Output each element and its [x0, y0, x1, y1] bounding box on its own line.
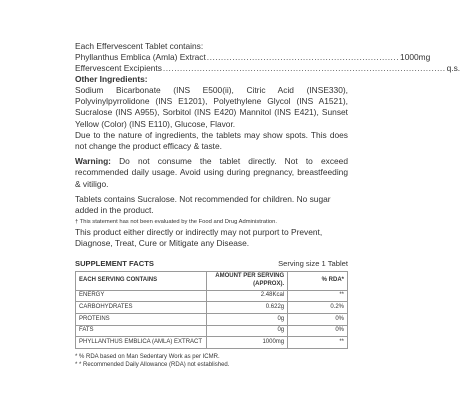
composition-row-excipients — [75, 63, 460, 74]
other-ingredients-text: Sodium Bicarbonate (INS E500(ii), Citric Acid (INSE330), Polyvinylpyrrolidone (INS E1201), Polyethylene Glycol (INS A1521), Sucralose (INS A955), Sorbitol (INS E420) Mannitol (INS E421), Sunset Yellow (Color) (INS E110), Glucose, Flavor. — [75, 85, 348, 129]
nutrient-rda: ** — [288, 290, 348, 302]
dot-leader: .................................................................... — [206, 52, 400, 62]
nutrient-amount: 1000mg — [206, 337, 288, 349]
table-row — [76, 325, 348, 337]
supplement-facts-title: SUPPLEMENT FACTS — [75, 258, 154, 268]
table-row — [76, 290, 348, 302]
spots-note: Due to the nature of ingredients, the tablets may show spots. This does not change the product efficacy & taste. — [75, 129, 348, 152]
nutrient-name: ENERGY — [76, 290, 207, 302]
intro-line: Each Effervescent Tablet contains: — [75, 41, 204, 51]
table-header-row — [76, 271, 348, 290]
dot-leader: .................................................................................................... — [162, 63, 446, 73]
warning-label: Warning: — [75, 156, 111, 167]
composition-row-amla — [75, 52, 431, 63]
supplement-facts-header — [75, 259, 348, 268]
label-document — [75, 41, 460, 370]
table-row — [76, 337, 348, 349]
column-header: % RDA* — [288, 271, 348, 290]
footnote-rda-basis: * % RDA based on Man Sedentary Work as per ICMR. — [75, 353, 220, 360]
nutrient-amount: 0g — [206, 314, 288, 326]
serving-size: Serving size 1 Tablet — [278, 258, 348, 268]
ingredient-qty: q.s. — [446, 63, 460, 73]
table-row — [76, 302, 348, 314]
ingredient-name: Effervescent Excipients — [75, 63, 162, 73]
footnote-rda-not-established: * * Recommended Daily Allowance (RDA) not established. — [75, 362, 230, 369]
nutrient-amount: 0g — [206, 325, 288, 337]
table-row — [76, 314, 348, 326]
nutrient-amount: 0.622g — [206, 302, 288, 314]
warning-text: Do not consume the tablet directly. Not to exceed recommended daily usage. Avoid using during pregnancy, breastfeeding & vitiligo. — [75, 156, 348, 189]
nutrient-rda: 0% — [288, 325, 348, 337]
footnotes — [75, 353, 348, 370]
supplement-facts-table — [75, 271, 348, 349]
nutrient-name: PROTEINS — [76, 314, 207, 326]
fda-note: † This statement has not been evaluated by the Food and Drug Administration. — [75, 219, 277, 226]
column-header: AMOUNT PER SERVING (APPROX). — [206, 271, 288, 290]
disclaimer: This product either directly or indirectly may not purport to Prevent, Diagnose, Treat, Cure or Mitigate any Disease. — [75, 227, 323, 249]
nutrient-name: CARBOHYDRATES — [76, 302, 207, 314]
nutrient-name: FATS — [76, 325, 207, 337]
column-header: EACH SERVING CONTAINS — [76, 271, 207, 290]
nutrient-amount: 2.48Kcal — [206, 290, 288, 302]
sucralose-note: Tablets contains Sucralose. Not recommended for children. No sugar added in the product. — [75, 193, 331, 216]
ingredient-qty: 1000mg — [400, 52, 431, 62]
nutrient-rda: 0.2% — [288, 302, 348, 314]
ingredient-name: Phyllanthus Emblica (Amla) Extract — [75, 52, 206, 62]
nutrient-rda: 0% — [288, 314, 348, 326]
other-ingredients-heading: Other Ingredients: — [75, 74, 148, 84]
nutrient-name: PHYLLANTHUS EMBLICA (AMLA) EXTRACT — [76, 337, 207, 349]
nutrient-rda: ** — [288, 337, 348, 349]
warning-paragraph — [75, 156, 348, 190]
